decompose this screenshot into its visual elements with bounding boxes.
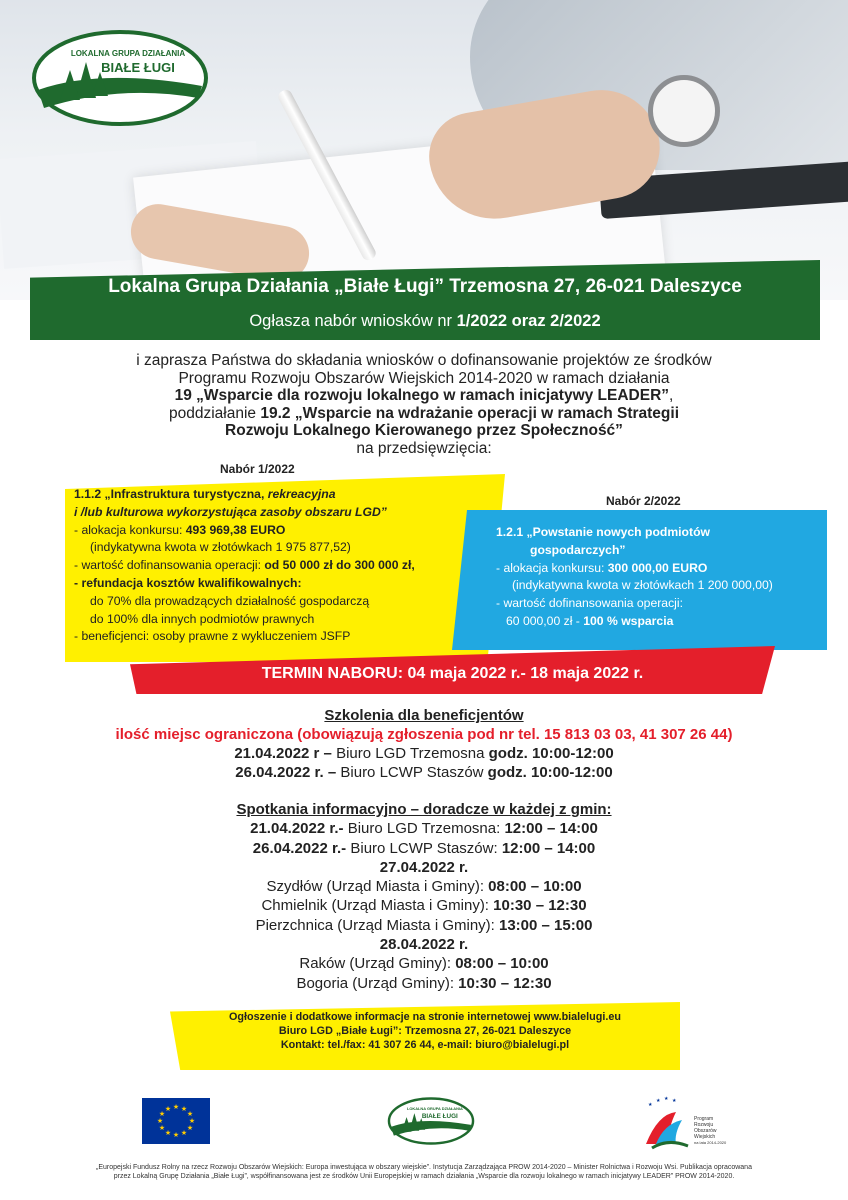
termin-text: TERMIN NABORU: 04 maja 2022 r.- 18 maja 2022 r. [261, 665, 644, 682]
meeting-day-date: 28.04.2022 r. [379, 936, 469, 954]
contact-info [170, 1010, 680, 1052]
banner-title: Lokalna Grupa Działania „Białe Ługi” Trzemosna 27, 26-021 Daleszyce [108, 276, 742, 297]
meeting-row [40, 877, 808, 896]
fine-print [24, 1163, 824, 1181]
svg-text:★: ★ [164, 1105, 172, 1113]
nabor2-heading [496, 524, 826, 542]
nabor1-heading2-text: i /lub kulturowa wykorzystująca zasoby obszaru LGD” [74, 504, 387, 519]
meeting-day [40, 935, 808, 954]
prow-text: Program [694, 1116, 714, 1122]
logo-line2: BIAŁE ŁUGI [101, 60, 175, 75]
svg-text:★: ★ [188, 1117, 196, 1125]
nabor2-heading2 [496, 542, 826, 560]
nabor1-refund [74, 575, 494, 593]
meeting-place: Biuro LCWP Staszów: [346, 839, 502, 857]
nabor1-refund2: do 100% dla innych podmiotów prawnych [90, 611, 315, 626]
training-limit: ilość miejsc ograniczona (obowiązują zgłoszenia pod nr tel. 15 813 03 03, 41 307 26 44) [115, 726, 733, 743]
lgd-logo-small [387, 1096, 475, 1146]
prow-text: Obszarów [694, 1128, 717, 1134]
banner-sub-bold: 1/2022 oraz 2/2022 [456, 312, 601, 330]
intro-line [40, 405, 808, 423]
svg-text:★: ★ [186, 1124, 194, 1132]
nabor1-value [74, 557, 494, 575]
training-time: godz. 10:00-12:00 [488, 745, 614, 762]
training-place: Biuro LGD Trzemosna [331, 745, 489, 762]
training-row [40, 744, 808, 763]
meeting-time: 10:30 – 12:30 [458, 974, 552, 992]
meeting-place: Chmielnik (Urząd Miasta i Gminy): [261, 897, 494, 915]
logo-line1: LOKALNA GRUPA DZIAŁANIA [70, 49, 186, 58]
nabor2-alloc-value: 300 000,00 EURO [607, 560, 708, 575]
nabor1-refund-label: - refundacja kosztów kwalifikowalnych: [74, 575, 302, 590]
logo-small-line1: LOKALNA GRUPA DZIAŁANIA [406, 1106, 463, 1112]
svg-text:★: ★ [172, 1103, 180, 1111]
nabor2-heading-a: 1.2.1 „Powstanie nowych podmiotów [496, 525, 710, 539]
training-section [40, 706, 808, 782]
training-date: 26.04.2022 r. – [235, 764, 337, 781]
nabor2-alloc-label: - alokacja konkursu: [496, 560, 608, 575]
banner-subtitle [30, 312, 820, 331]
banner-sub-prefix: Ogłasza nabór wniosków nr [249, 312, 457, 330]
intro-text [40, 352, 808, 457]
svg-text:★: ★ [648, 1102, 653, 1108]
nabor2-list [496, 524, 826, 631]
training-date: 21.04.2022 r – [234, 745, 332, 762]
meeting-place: Raków (Urząd Gminy): [299, 955, 456, 973]
meeting-row [40, 974, 808, 993]
prow-text: Rozwoju [694, 1122, 714, 1128]
prow-logo [638, 1094, 728, 1152]
meeting-row [40, 839, 808, 858]
nabor2-value [496, 613, 826, 631]
logo-small-line2: BIAŁE ŁUGI [421, 1113, 458, 1121]
intro-line: i zaprasza Państwa do składania wniosków o dofinansowanie projektów ze środków [136, 352, 712, 369]
meetings-section [40, 800, 808, 993]
svg-text:★: ★ [180, 1105, 188, 1113]
nabor1-benef: - beneficjenci: osoby prawne z wykluczeniem JSFP [74, 629, 351, 644]
intro-bold: 19.2 „Wsparcie na wdrażanie operacji w ramach Strategii [260, 404, 680, 422]
prow-text: na lata 2014-2020 [694, 1140, 727, 1145]
fine-print-line: „Europejski Fundusz Rolny na rzecz Rozwoju Obszarów Wiejskich: Europa inwestująca w obszary wiejskie”. Instytucja Zarządzająca PROW 2014-2020 – Minister Rolnictwa i Rozwoju Wsi. Publikacja opracowana [96, 1164, 752, 1171]
meeting-place: Bogoria (Urząd Gminy): [296, 974, 459, 992]
svg-text:★: ★ [664, 1096, 669, 1102]
intro-bold: 19 „Wsparcie dla rozwoju lokalnego w ramach inicjatywy LEADER” [174, 387, 670, 404]
training-place: Biuro LCWP Staszów [336, 764, 488, 781]
nabor2-alloc [496, 560, 826, 578]
nabor1-value-label: - wartość dofinansowania operacji: [74, 558, 265, 573]
training-row [40, 763, 808, 782]
svg-text:★: ★ [180, 1129, 188, 1137]
lgd-logo [30, 28, 210, 128]
fine-print-line: przez Lokalną Grupę Działania „Białe Ługi”, współfinansowana jest ze środków Unii Europejskiej w ramach działania „Wsparcie dla rozwoju lokalnego w ramach inicjatywy LEADER” PROW 2014-2020. [113, 1173, 735, 1180]
nabor2-title: Nabór 2/2022 [606, 494, 681, 508]
nabor1-heading2 [74, 504, 494, 522]
intro-line: na przedsięwzięcia: [356, 439, 492, 457]
contact-line: Biuro LGD „Białe Ługi”: Trzemosna 27, 26-021 Daleszyce [278, 1025, 572, 1037]
nabor1-title: Nabór 1/2022 [220, 462, 295, 476]
svg-text:★: ★ [172, 1131, 180, 1139]
meeting-place: Szydłów (Urząd Miasta i Gminy): [266, 878, 489, 896]
intro-comma: , [669, 387, 674, 404]
nabor1-alloc [74, 522, 494, 540]
nabor1-alloc-label: - alokacja konkursu: [74, 522, 186, 537]
eu-flag-icon [142, 1098, 210, 1144]
intro-line [40, 422, 808, 440]
meeting-time: 12:00 – 14:00 [504, 820, 598, 838]
meeting-time: 13:00 – 15:00 [499, 916, 593, 934]
intro-bold: Rozwoju Lokalnego Kierowanego przez Społeczność” [225, 422, 623, 439]
svg-text:★: ★ [186, 1110, 194, 1118]
nabor2-value-support: 100 % wsparcia [583, 613, 674, 628]
svg-text:★: ★ [672, 1098, 677, 1104]
nabor1-value-amount: od 50 000 zł do 300 000 zł, [264, 558, 415, 573]
meeting-place: Pierzchnica (Urząd Miasta i Gminy): [255, 916, 499, 934]
nabor1-heading [74, 486, 494, 504]
nabor1-heading-a: 1.1.2 „Infrastruktura turystyczna, [74, 487, 268, 501]
svg-text:★: ★ [156, 1117, 164, 1125]
nabor2-value-amount: 60 000,00 zł - [506, 613, 584, 628]
nabor1-heading-b: rekreacyjna [267, 487, 336, 501]
svg-text:★: ★ [158, 1110, 166, 1118]
nabor2-heading-b: gospodarczych” [530, 542, 626, 557]
meeting-date: 21.04.2022 r.- [250, 820, 344, 838]
meeting-time: 12:00 – 14:00 [501, 839, 596, 857]
training-title: Szkolenia dla beneficjentów [324, 707, 524, 724]
meeting-row [40, 916, 808, 935]
nabor2-value-label: - wartość dofinansowania operacji: [496, 596, 683, 611]
meeting-row [40, 896, 808, 915]
meeting-time: 10:30 – 12:30 [493, 897, 587, 915]
contact-line: Kontakt: tel./fax: 41 307 26 44, e-mail: biuro@bialelugi.pl [280, 1039, 570, 1051]
svg-text:★: ★ [158, 1124, 166, 1132]
photo-watch [648, 75, 720, 147]
training-time: godz. 10:00-12:00 [487, 764, 613, 781]
meeting-day-date: 27.04.2022 r. [379, 858, 469, 876]
nabor1-list [74, 486, 494, 646]
contact-line: Ogłoszenie i dodatkowe informacje na stronie internetowej www.bialelugi.eu [229, 1011, 621, 1023]
nabor1-alloc-pln: (indykatywna kwota w złotówkach 1 975 877,52) [90, 540, 351, 555]
prow-text: Wiejskich [694, 1134, 716, 1140]
svg-text:★: ★ [164, 1129, 172, 1137]
meeting-row [40, 819, 808, 838]
meetings-title: Spotkania informacyjno – doradcze w każdej z gmin: [236, 801, 612, 818]
nabor2-alloc-pln: (indykatywna kwota w złotówkach 1 200 000,00) [512, 578, 773, 593]
svg-text:★: ★ [656, 1098, 661, 1104]
meeting-day [40, 858, 808, 877]
nabor1-refund1: do 70% dla prowadzących działalność gospodarczą [90, 593, 370, 608]
nabor1-alloc-value: 493 969,38 EURO [185, 522, 286, 537]
meeting-place: Biuro LGD Trzemosna: [343, 820, 505, 838]
intro-line: Programu Rozwoju Obszarów Wiejskich 2014-2020 w ramach działania [178, 369, 670, 387]
meeting-time: 08:00 – 10:00 [455, 955, 549, 973]
meeting-date: 26.04.2022 r.- [252, 839, 347, 857]
intro-line [40, 387, 808, 405]
meeting-row [40, 954, 808, 973]
meeting-time: 08:00 – 10:00 [488, 878, 582, 896]
intro-prefix: poddziałanie [168, 404, 261, 422]
